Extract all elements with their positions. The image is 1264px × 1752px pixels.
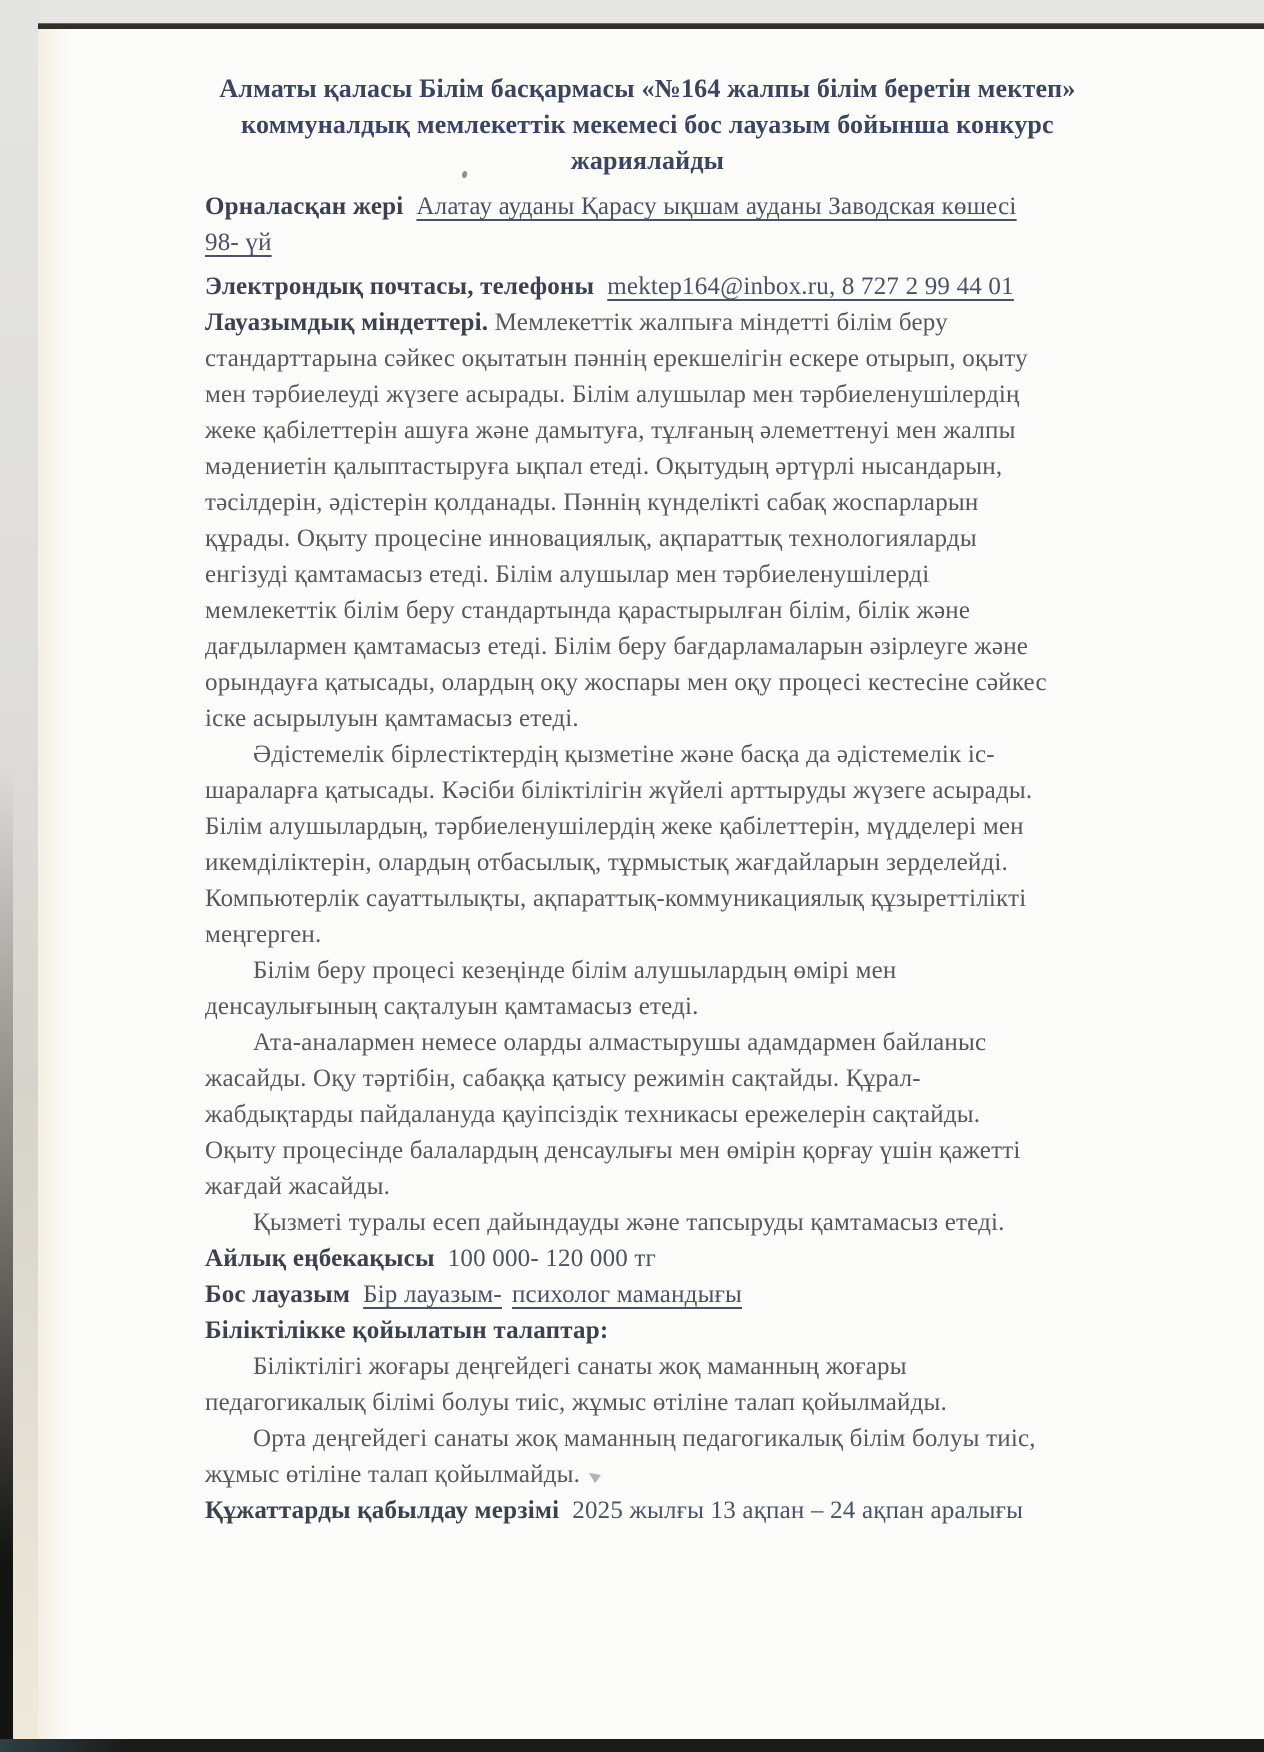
deadline-value: 2025 жылғы 13 ақпан – 24 ақпан аралығы — [572, 1497, 1024, 1524]
methodical-paragraph: Әдістемелік бірлестіктердің қызметіне және басқа да әдістемелік іс- шараларға қатысады. Кәсіби біліктілігін жүйелі арттыруды жүзеге асырады. Білім алушылардың, тәрбиеленушілердің жеке қабілеттерін, мүдделері мен икемділіктерін, олардың отбасылық, тұрмыстық жағдайларын зерделейді. Компьютерлік сауаттылықты, ақпараттық-коммуникациялық құзыреттілікті меңгерген. — [205, 741, 1033, 948]
contact-label: Электрондық почтасы, телефоны — [205, 273, 595, 300]
deadline-label: Құжаттарды қабылдау мерзімі — [205, 1497, 560, 1524]
contact-value: mektep164@inbox.ru, 8 727 2 99 44 01 — [607, 273, 1014, 300]
location-label: Орналасқан жері — [205, 193, 404, 220]
duties-text: Мемлекеттік жалпыға міндетті білім беру стандарттарына сәйкес оқытатын пәннің ерекшелігін ескере отырып, оқыту мен тәрбиелеуді жүзеге асырады. Білім алушылар мен тәрбиеленушілердің жеке қабілеттерін ашуға және дамытуға, тұлғаның әлеметтенуі мен жалпы мәдениетін қалыптастыруға ықпал етеді. Оқытудың әртүрлі нысандарын, тәсілдерін, әдістерін қолданады. Пәннің күнделікті сабақ жоспарларын құрады. Оқыту процесіне инновациялық, ақпараттық технологияларды енгізуді қамтамасыз етеді. Білім алушылар мен тәрбиеленушілерді мемлекеттік білім беру стандартында қарастырылған білім, білік және дағдылармен қамтамасыз етеді. Білім беру бағдарламаларын әзірлеуге және орындауға қатысады, олардың оқу жоспары мен оқу процесі кестесіне сәйкес іске асырылуын қамтамасыз етеді. — [205, 309, 1047, 732]
duties-paragraph — [205, 305, 1090, 737]
vacancy-value-secondary: психолог мамандығы — [511, 1281, 743, 1308]
duties-label: Лауазымдық міндеттері. — [205, 309, 489, 336]
deadline-row — [205, 1493, 1090, 1529]
vacancy-label: Бос лауазым — [205, 1281, 351, 1308]
salary-label: Айлық еңбекақысы — [205, 1245, 435, 1272]
salary-value: 100 000- 120 000 тг — [447, 1245, 657, 1272]
vacancy-row — [205, 1277, 1090, 1313]
title-line-2: коммуналдық мемлекеттік мекемесі бос лауазым бойынша конкурс — [241, 110, 1054, 139]
location-row — [205, 189, 1090, 261]
requirement-higher-paragraph: Біліктілігі жоғары деңгейдегі санаты жоқ маманның жоғары педагогикалық білімі болуы тиіс, жұмыс өтіліне талап қойылмайды. — [205, 1353, 947, 1416]
requirements-heading: Біліктілікке қойылатын талаптар: — [205, 1317, 609, 1344]
document-content — [205, 29, 1090, 1529]
requirement-middle-text: Орта деңгейдегі санаты жоқ маманның педагогикалық білім болуы тиіс, жұмыс өтіліне талап қойылмайды. — [205, 1425, 1036, 1488]
parents-paragraph: Ата-аналармен немесе оларды алмастырушы адамдармен байланыс жасайды. Оқу тәртібін, сабаққа қатысу режимін сақтайды. Құрал- жабдықтарды пайдалануда қауіпсіздік техникасы ережелерін сақтайды. Оқыту процесінде балалардың денсаулығы мен өмірін қорғау үшін қажетті жағдай жасайды. — [205, 1029, 1021, 1200]
title-line-1: Алматы қаласы Білім басқармасы «№164 жалпы білім беретін мектеп» — [219, 74, 1076, 103]
scanner-bottom-band — [0, 1739, 1264, 1752]
scan-cursor-artifact — [586, 1469, 601, 1484]
requirement-middle-paragraph — [205, 1421, 1090, 1493]
scanner-edge-shadow — [0, 771, 13, 1752]
vacancy-value-primary: Бір лауазым- — [363, 1281, 502, 1308]
report-paragraph: Қызметі туралы есеп дайындауды және тапсыруды қамтамасыз етеді. — [253, 1209, 1005, 1236]
document-title — [205, 71, 1090, 179]
location-value: Алатау ауданы Қарасу ықшам ауданы Заводская көшесі 98- үй — [205, 193, 1017, 256]
scanned-paper — [38, 24, 1264, 1739]
safety-paragraph: Білім беру процесі кезеңінде білім алушылардың өмірі мен денсаулығының сақталуын қамтамасыз етеді. — [205, 957, 897, 1020]
salary-row — [205, 1241, 1090, 1277]
title-line-3: жариялайды — [570, 146, 725, 175]
contact-row — [205, 269, 1090, 305]
